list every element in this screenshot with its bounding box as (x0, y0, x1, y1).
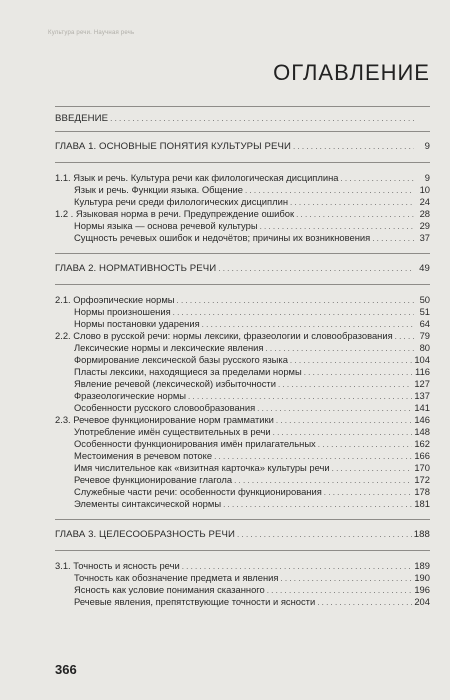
toc-entry (55, 184, 430, 196)
entry-label: 2.3. Речевое функционирование норм грамматики (55, 414, 274, 425)
toc-entry (55, 426, 430, 438)
toc-entry (55, 560, 430, 572)
toc-entry (55, 294, 430, 306)
toc-entry (55, 498, 430, 510)
entry-page: 141 (414, 402, 430, 413)
toc-entry-chapter-2 (55, 263, 430, 275)
entry-label: Точность как обозначение предмета и явления (74, 572, 279, 583)
toc-entry (55, 462, 430, 474)
toc-title: ОГЛАВЛЕНИЕ (273, 60, 430, 85)
toc-entry (55, 220, 430, 232)
toc-entry (55, 390, 430, 402)
entry-page: 80 (419, 342, 430, 353)
toc-entry (55, 232, 430, 244)
page-number: 366 (55, 662, 77, 677)
toc-entry (55, 172, 430, 184)
toc-entry (55, 414, 430, 426)
entry-page: 127 (414, 378, 430, 389)
entry-page: 104 (414, 354, 430, 365)
leader-dots (372, 232, 414, 245)
entry-page: 162 (414, 438, 430, 449)
entry-page: 28 (419, 208, 430, 219)
entry-page: 51 (419, 306, 430, 317)
table-of-contents (55, 106, 430, 608)
toc-entry (55, 342, 430, 354)
entry-label: Нормы языка — основа речевой культуры (74, 220, 258, 231)
toc-entry (55, 584, 430, 596)
toc-entry (55, 450, 430, 462)
leader-dots (218, 263, 414, 275)
toc-entry (55, 378, 430, 390)
entry-label: Лексические нормы и лексические явления (74, 342, 264, 353)
entry-label: ВВЕДЕНИЕ (55, 113, 109, 124)
toc-entry-chapter-1 (55, 141, 430, 153)
entry-label: ГЛАВА 1. ОСНОВНЫЕ ПОНЯТИЯ КУЛЬТУРЫ РЕЧИ (55, 141, 291, 152)
entry-page: 170 (414, 462, 430, 473)
entry-page: 190 (414, 572, 430, 583)
toc-entry (55, 486, 430, 498)
entry-label: Фразеологические нормы (74, 390, 187, 401)
entry-page: 148 (414, 426, 430, 437)
entry-label: ГЛАВА 2. НОРМАТИВНОСТЬ РЕЧИ (55, 263, 217, 274)
entry-page: 146 (414, 414, 430, 425)
entry-label: 1.2 . Языковая норма в речи. Предупреждение ошибок (55, 208, 295, 219)
toc-entry (55, 438, 430, 450)
entry-label: Явление речевой (лексической) избыточности (74, 378, 276, 389)
entry-label: Ясность как условие понимания сказанного (74, 584, 265, 595)
toc-entry (55, 572, 430, 584)
entry-page: 79 (419, 330, 430, 341)
leader-dots (317, 596, 412, 609)
entry-page: 166 (414, 450, 430, 461)
entry-page: 188 (413, 529, 430, 540)
entry-label: Пласты лексики, находящиеся за пределами нормы (74, 366, 302, 377)
entry-label: Сущность речевых ошибок и недочётов; причины их возникновения (74, 232, 371, 243)
leader-dots (293, 141, 414, 153)
toc-entry (55, 306, 430, 318)
entry-label: Имя числительное как «визитная карточка» культуры речи (74, 462, 330, 473)
toc-entry (55, 196, 430, 208)
entry-label: ГЛАВА 3. ЦЕЛЕСООБРАЗНОСТЬ РЕЧИ (55, 529, 236, 540)
toc-entry (55, 330, 430, 342)
entry-label: Нормы постановки ударения (74, 318, 200, 329)
entry-page: 24 (419, 196, 430, 207)
toc-entry-intro (55, 113, 430, 125)
entry-label: Особенности русского словообразования (74, 402, 256, 413)
entry-label: Местоимения в речевом потоке (74, 450, 213, 461)
toc-entry (55, 596, 430, 608)
leader-dots (237, 529, 412, 541)
entry-page: 49 (419, 263, 430, 274)
entry-page: 178 (414, 486, 430, 497)
entry-label: Язык и речь. Функции языка. Общение (74, 184, 243, 195)
leader-dots (223, 498, 412, 511)
entry-label: 3.1. Точность и ясность речи (55, 560, 180, 571)
entry-page: 137 (414, 390, 430, 401)
entry-page: 37 (419, 232, 430, 243)
toc-entry (55, 354, 430, 366)
entry-page: 172 (414, 474, 430, 485)
entry-page: 189 (414, 560, 430, 571)
entry-page: 64 (419, 318, 430, 329)
toc-entry (55, 318, 430, 330)
entry-page: 10 (419, 184, 430, 195)
toc-entry (55, 474, 430, 486)
entry-label: 2.2. Слово в русской речи: нормы лексики, фразеологии и словообразования (55, 330, 393, 341)
entry-page: 196 (414, 584, 430, 595)
toc-entry (55, 366, 430, 378)
entry-label: Речевые явления, препятствующие точности и ясности (74, 596, 316, 607)
entry-label: 1.1. Язык и речь. Культура речи как филологическая дисциплина (55, 172, 339, 183)
entry-label: Нормы произношения (74, 306, 171, 317)
entry-page: 181 (414, 498, 430, 509)
entry-page: 9 (424, 172, 430, 183)
entry-page: 50 (419, 294, 430, 305)
entry-page: 29 (419, 220, 430, 231)
entry-label: Формирование лексической базы русского языка (74, 354, 288, 365)
toc-entry-chapter-3 (55, 529, 430, 541)
entry-label: Особенности функционирования имён прилагательных (74, 438, 316, 449)
leader-dots (110, 113, 414, 125)
entry-label: Речевое функционирование глагола (74, 474, 233, 485)
entry-label: Служебные части речи: особенности функционирования (74, 486, 322, 497)
toc-entry (55, 402, 430, 414)
entry-label: Употребление имён существительных в речи (74, 426, 271, 437)
entry-label: Элементы синтаксической нормы (74, 498, 222, 509)
running-head: Культура речи. Научная речь (48, 30, 135, 36)
toc-entry (55, 208, 430, 220)
entry-page: 9 (424, 141, 430, 152)
entry-page: 204 (414, 596, 430, 607)
entry-page: 116 (415, 366, 430, 377)
entry-label: 2.1. Орфоэпические нормы (55, 294, 175, 305)
entry-label: Культура речи среди филологических дисциплин (74, 196, 288, 207)
